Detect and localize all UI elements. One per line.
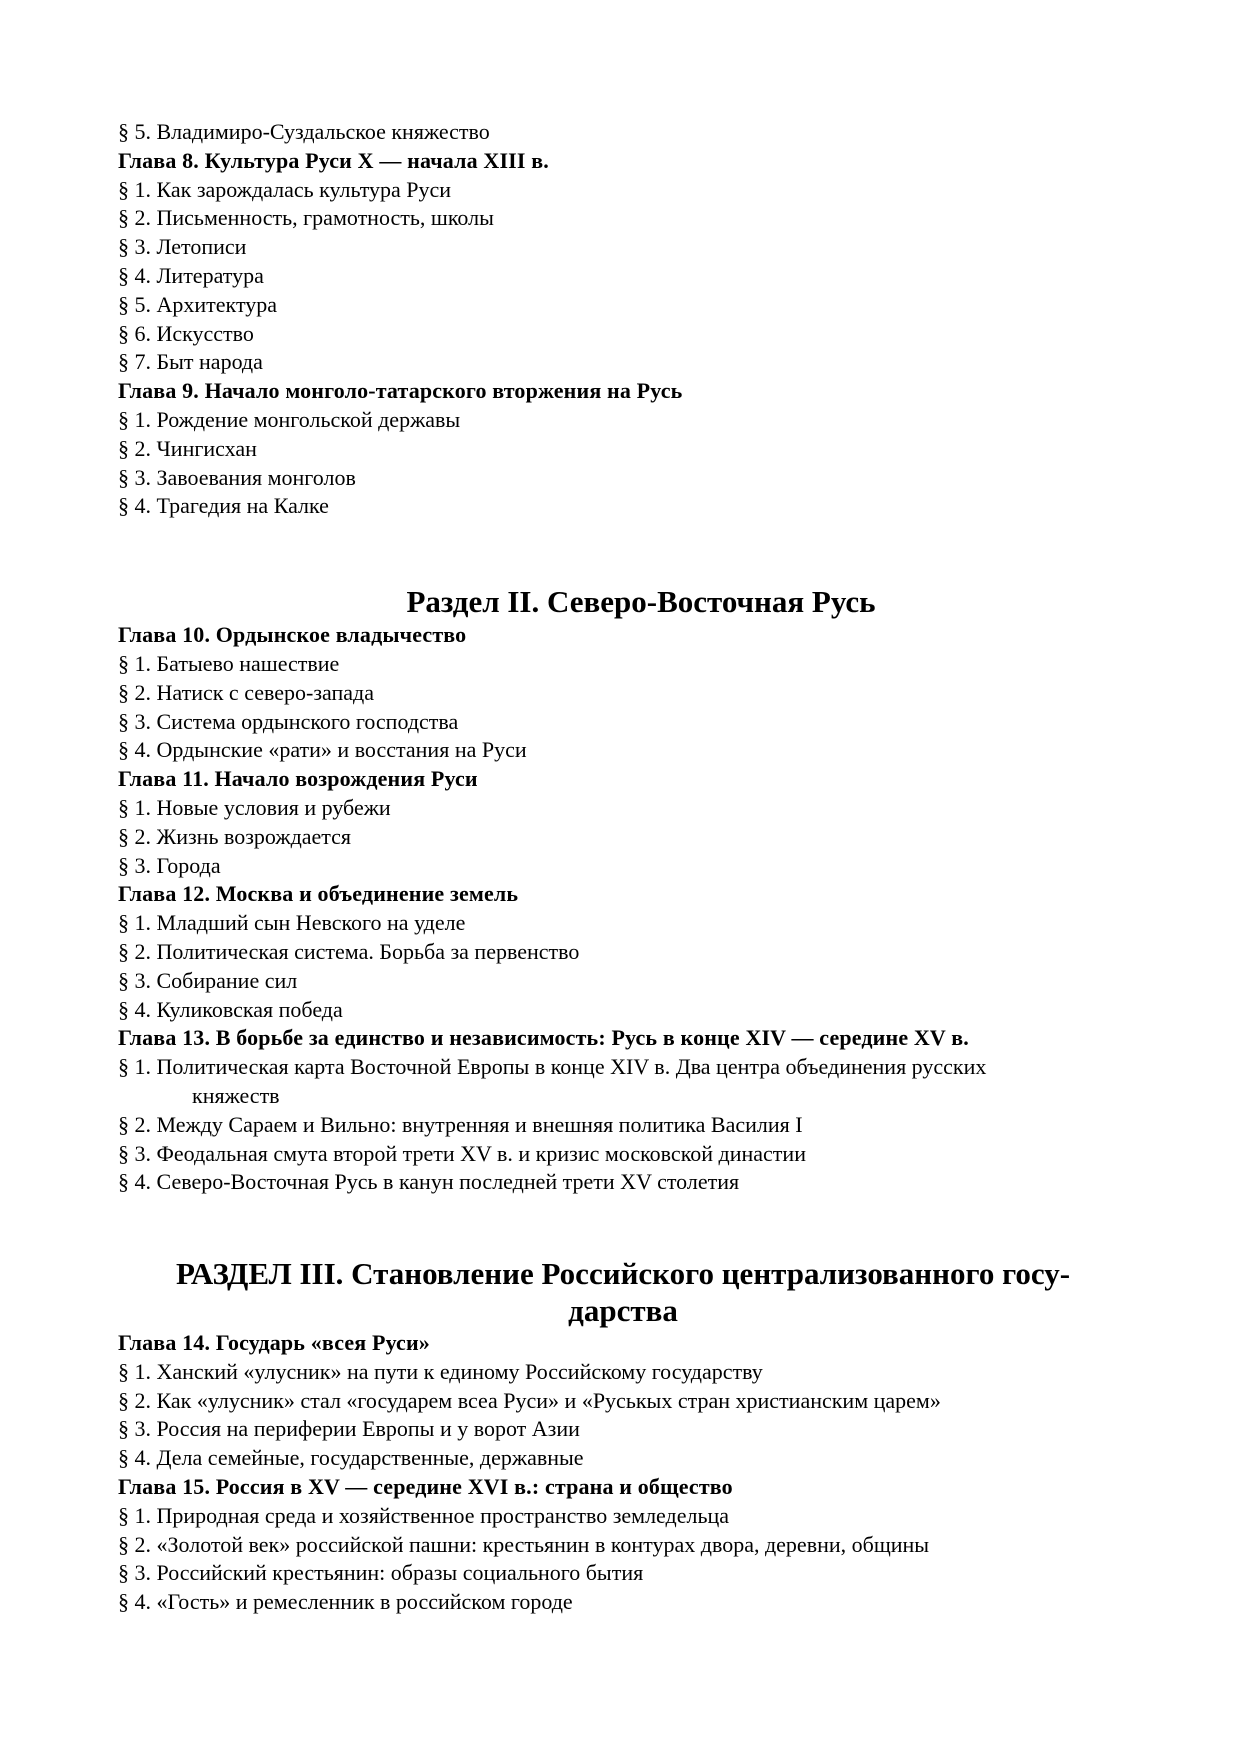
toc-item-first-line: § 1. Политическая карта Восточной Европы в конце XIV в. Два центра объединения русских: [118, 1054, 987, 1080]
toc-item: § 2. «Золотой век» российской пашни: крестьянин в контурах двора, деревни, общины: [118, 1531, 930, 1557]
chapter-heading: Глава 12. Москва и объединение земель: [118, 881, 519, 907]
section-title: [118, 1255, 1128, 1329]
toc-item: § 1. Ханский «улусник» на пути к единому Российскому государству: [118, 1358, 763, 1384]
section-title-line-2: дарства: [568, 1293, 678, 1329]
toc-section-2: [118, 621, 1128, 1197]
toc-item: § 3. Система ордынского господства: [118, 708, 459, 734]
toc-item: § 3. Завоевания монголов: [118, 464, 356, 490]
toc-item: § 4. Дела семейные, государственные, державные: [118, 1445, 584, 1471]
toc-item: § 4. «Гость» и ремесленник в российском городе: [118, 1589, 573, 1615]
toc-item: § 2. Политическая система. Борьба за первенство: [118, 938, 580, 964]
chapter-heading: Глава 14. Государь «всея Руси»: [118, 1330, 430, 1356]
toc-part-1: [118, 118, 1128, 521]
toc-item: § 3. Российский крестьянин: образы социального бытия: [118, 1560, 644, 1586]
toc-item: § 2. Чингисхан: [118, 435, 257, 461]
toc-item: § 3. Феодальная смута второй трети XV в. и кризис московской династии: [118, 1140, 806, 1166]
toc-item: § 4. Литература: [118, 262, 264, 288]
toc-item: § 2. Письменность, грамотность, школы: [118, 205, 494, 231]
chapter-heading: Глава 13. В борьбе за единство и независимость: Русь в конце XIV — середине XV в.: [118, 1025, 969, 1051]
section-title-line-1: РАЗДЕЛ III. Становление Российского централизованного госу-: [175, 1256, 1071, 1292]
toc-item: § 2. Как «улусник» стал «государем всеа Руси» и «Руськых стран христианским царем»: [118, 1387, 941, 1413]
toc-item: § 3. Летописи: [118, 234, 247, 260]
toc-item: § 2. Натиск с северо-запада: [118, 679, 374, 705]
chapter-heading: Глава 11. Начало возрождения Руси: [118, 766, 478, 792]
chapter-heading: Глава 9. Начало монголо-татарского вторжения на Русь: [118, 378, 683, 404]
section-title: Раздел II. Северо-Восточная Русь: [406, 584, 876, 620]
toc-item: § 5. Архитектура: [118, 291, 278, 317]
toc-item: § 4. Трагедия на Калке: [118, 493, 329, 519]
document-page: [118, 118, 1128, 1617]
toc-item: § 7. Быт народа: [118, 349, 263, 375]
toc-item: § 1. Как зарождалась культура Руси: [118, 176, 452, 202]
toc-item: § 3. Россия на периферии Европы и у ворот Азии: [118, 1416, 580, 1442]
chapter-heading: Глава 15. Россия в XV — середине XVI в.: страна и общество: [118, 1474, 733, 1500]
toc-item: § 1. Младший сын Невского на уделе: [118, 910, 466, 936]
toc-item: § 1. Рождение монгольской державы: [118, 406, 461, 432]
toc-item: § 1. Новые условия и рубежи: [118, 794, 391, 820]
toc-item: § 3. Собирание сил: [118, 967, 298, 993]
toc-item: § 1. Батыево нашествие: [118, 650, 340, 676]
toc-item-wrapped: [118, 1053, 1128, 1111]
chapter-heading: Глава 8. Культура Руси X — начала XIII в.: [118, 147, 549, 173]
toc-item: § 4. Куликовская победа: [118, 996, 343, 1022]
toc-item: § 4. Северо-Восточная Русь в канун последней трети XV столетия: [118, 1169, 740, 1195]
toc-item: § 6. Искусство: [118, 320, 254, 346]
toc-item: § 4. Ордынские «рати» и восстания на Руси: [118, 737, 527, 763]
toc-item: § 2. Между Сараем и Вильно: внутренняя и внешняя политика Василия I: [118, 1111, 803, 1137]
toc-item: § 3. Города: [118, 852, 221, 878]
toc-item-continuation: княжеств: [192, 1082, 280, 1108]
toc-item: § 5. Владимиро-Суздальское княжество: [118, 119, 490, 144]
toc-item: § 2. Жизнь возрождается: [118, 823, 352, 849]
toc-section-3: [118, 1329, 1128, 1617]
chapter-heading: Глава 10. Ордынское владычество: [118, 622, 467, 648]
toc-item: § 1. Природная среда и хозяйственное пространство земледельца: [118, 1502, 730, 1528]
